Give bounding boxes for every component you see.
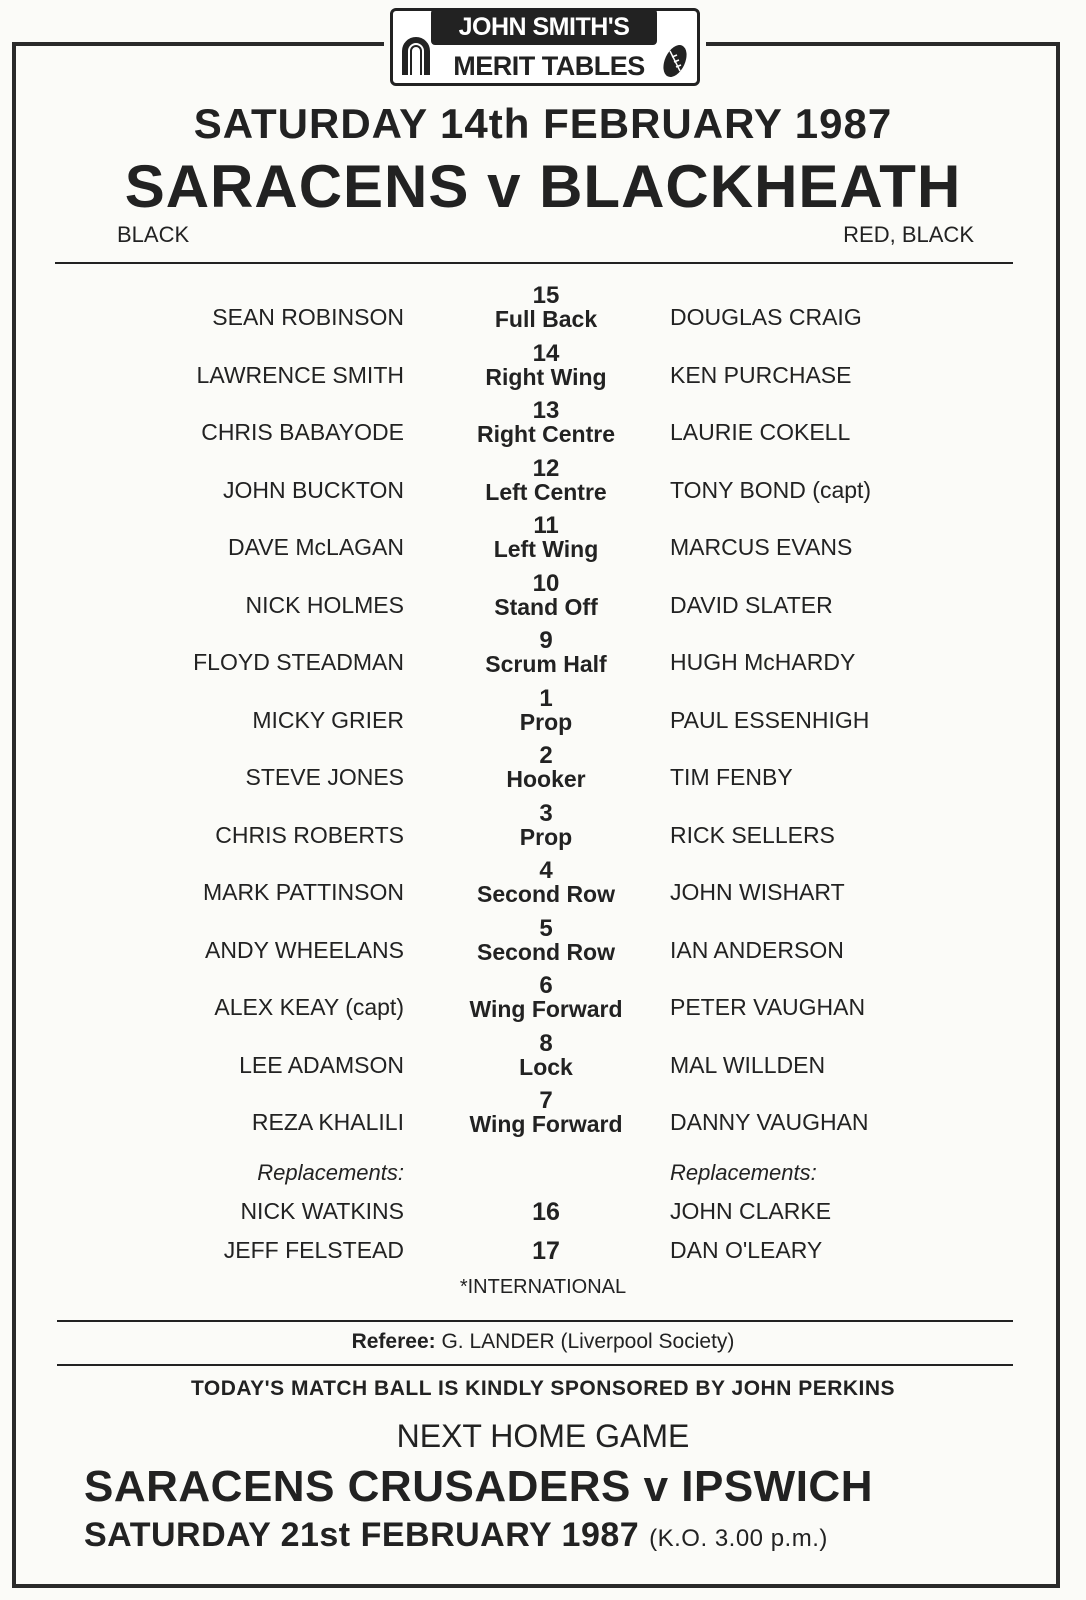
- lineup-row: [0, 282, 1086, 340]
- referee-label: Referee:: [351, 1330, 436, 1353]
- replacement-row: [0, 1237, 1086, 1277]
- home-player: ALEX KEAY (capt): [214, 994, 404, 1020]
- shirt-number: 13: [532, 397, 560, 424]
- home-player: LEE ADAMSON: [239, 1051, 404, 1078]
- away-player: PETER VAUGHAN: [670, 994, 866, 1020]
- position-label: Wing Forward: [469, 996, 623, 1022]
- shirt-number: 2: [539, 742, 553, 769]
- home-player: LAWRENCE SMITH: [196, 361, 404, 388]
- home-replacements-label: Replacements:: [257, 1160, 404, 1185]
- lineup-row: [0, 397, 1086, 455]
- home-player: JOHN BUCKTON: [222, 476, 404, 503]
- away-player: DOUGLAS CRAIG: [670, 304, 862, 330]
- sponsor-logo: [384, 2, 706, 88]
- away-player: JOHN WISHART: [670, 879, 845, 905]
- replacement-number: 16: [532, 1198, 560, 1226]
- shirt-number: 15: [532, 282, 560, 309]
- home-player: STEVE JONES: [245, 764, 404, 790]
- rugby-ball-icon: [659, 41, 691, 81]
- home-player: CHRIS ROBERTS: [215, 821, 404, 848]
- shirt-number: 5: [539, 914, 553, 942]
- shirt-number: 1: [539, 684, 553, 712]
- lineup-row: [0, 570, 1086, 628]
- position-label: Second Row: [476, 938, 615, 965]
- home-player: MICKY GRIER: [252, 706, 404, 733]
- lineup-row: [0, 685, 1086, 743]
- referee-name: G. LANDER (Liverpool Society): [435, 1330, 735, 1353]
- position-label: Scrum Half: [485, 651, 607, 677]
- position-label: Full Back: [494, 306, 598, 332]
- next-match-title: SARACENS CRUSADERS v IPSWICH: [84, 1462, 873, 1511]
- away-player: TIM FENBY: [670, 764, 793, 790]
- away-player: MARCUS EVANS: [670, 534, 853, 560]
- position-label: Hooker: [506, 766, 586, 792]
- away-player: TONY BOND (capt): [670, 476, 872, 503]
- away-player: MAL WILLDEN: [670, 1051, 826, 1078]
- away-replacement: JOHN CLARKE: [670, 1198, 832, 1224]
- home-replacement: JEFF FELSTEAD: [223, 1237, 404, 1263]
- next-home-game-heading: NEXT HOME GAME: [396, 1418, 690, 1454]
- position-label: Wing Forward: [469, 1111, 623, 1137]
- home-player: DAVE McLAGAN: [228, 534, 404, 560]
- away-player: KEN PURCHASE: [670, 361, 852, 388]
- referee-bottom-divider: [57, 1364, 1013, 1366]
- home-player: NICK HOLMES: [245, 591, 404, 618]
- replacement-row: [0, 1198, 1086, 1238]
- shirt-number: 8: [539, 1029, 553, 1057]
- shirt-number: 3: [539, 799, 553, 827]
- header-divider: [55, 262, 1013, 264]
- shirt-number: 7: [539, 1087, 553, 1114]
- position-label: Stand Off: [494, 593, 598, 620]
- away-player: IAN ANDERSON: [670, 936, 844, 963]
- lineup-row: [0, 742, 1086, 800]
- lineup-row: [0, 1030, 1086, 1088]
- match-date: SATURDAY 14th FEBRUARY 1987: [193, 100, 893, 147]
- lineup-row: [0, 1087, 1086, 1145]
- lineup-row: [0, 972, 1086, 1030]
- home-player: FLOYD STEADMAN: [193, 649, 404, 675]
- away-replacements-label: Replacements:: [670, 1160, 817, 1185]
- shirt-number: 4: [539, 857, 553, 884]
- match-title: SARACENS v BLACKHEATH: [124, 153, 962, 220]
- next-match-date: [84, 1516, 828, 1555]
- away-player: DANNY VAUGHAN: [670, 1109, 869, 1135]
- position-label: Left Centre: [485, 478, 607, 505]
- shirt-number: 10: [532, 569, 560, 597]
- international-footnote: *INTERNATIONAL: [459, 1276, 627, 1298]
- shirt-number: 6: [539, 972, 553, 999]
- lineup-row: [0, 857, 1086, 915]
- shirt-number: 11: [533, 512, 559, 539]
- lineup-row: [0, 627, 1086, 685]
- away-player: LAURIE COKELL: [670, 419, 851, 445]
- match-ball-sponsor: TODAY'S MATCH BALL IS KINDLY SPONSORED BY JOHN PERKINS: [190, 1377, 896, 1400]
- away-player: DAVID SLATER: [670, 591, 833, 618]
- away-player: HUGH McHARDY: [670, 649, 856, 675]
- position-label: Second Row: [476, 881, 615, 907]
- home-player: CHRIS BABAYODE: [201, 419, 404, 445]
- away-colours: RED, BLACK: [843, 222, 974, 247]
- away-replacement: DAN O'LEARY: [670, 1237, 823, 1263]
- lineup-row: [0, 512, 1086, 570]
- home-replacement: NICK WATKINS: [240, 1198, 404, 1224]
- next-date-text: SATURDAY 21st FEBRUARY 1987: [84, 1516, 640, 1554]
- horseshoe-icon: [399, 33, 433, 79]
- replacement-number: 17: [532, 1237, 560, 1265]
- home-player: ANDY WHEELANS: [205, 936, 404, 963]
- away-player: PAUL ESSENHIGH: [670, 706, 870, 733]
- position-label: Lock: [519, 1053, 573, 1080]
- logo-line2: MERIT TABLES: [453, 51, 645, 81]
- shirt-number: 14: [532, 339, 560, 367]
- away-player: RICK SELLERS: [670, 821, 835, 848]
- position-label: Prop: [519, 708, 573, 735]
- position-label: Right Centre: [477, 421, 615, 447]
- shirt-number: 12: [532, 454, 560, 482]
- home-colours: BLACK: [117, 222, 190, 247]
- lineup-row: [0, 455, 1086, 513]
- kickoff-time: (K.O. 3.00 p.m.): [649, 1525, 828, 1552]
- position-label: Prop: [519, 823, 573, 850]
- referee-line: [0, 1330, 1086, 1354]
- lineup-row: [0, 915, 1086, 973]
- position-label: Left Wing: [493, 536, 599, 562]
- home-player: REZA KHALILI: [251, 1109, 404, 1135]
- home-player: SEAN ROBINSON: [212, 304, 404, 330]
- referee-top-divider: [57, 1320, 1013, 1322]
- logo-line1: JOHN SMITH'S: [431, 9, 657, 45]
- lineup-row: [0, 800, 1086, 858]
- shirt-number: 9: [539, 627, 553, 654]
- position-label: Right Wing: [485, 363, 607, 390]
- lineup-row: [0, 340, 1086, 398]
- logo-badge: [390, 8, 700, 86]
- home-player: MARK PATTINSON: [202, 879, 404, 905]
